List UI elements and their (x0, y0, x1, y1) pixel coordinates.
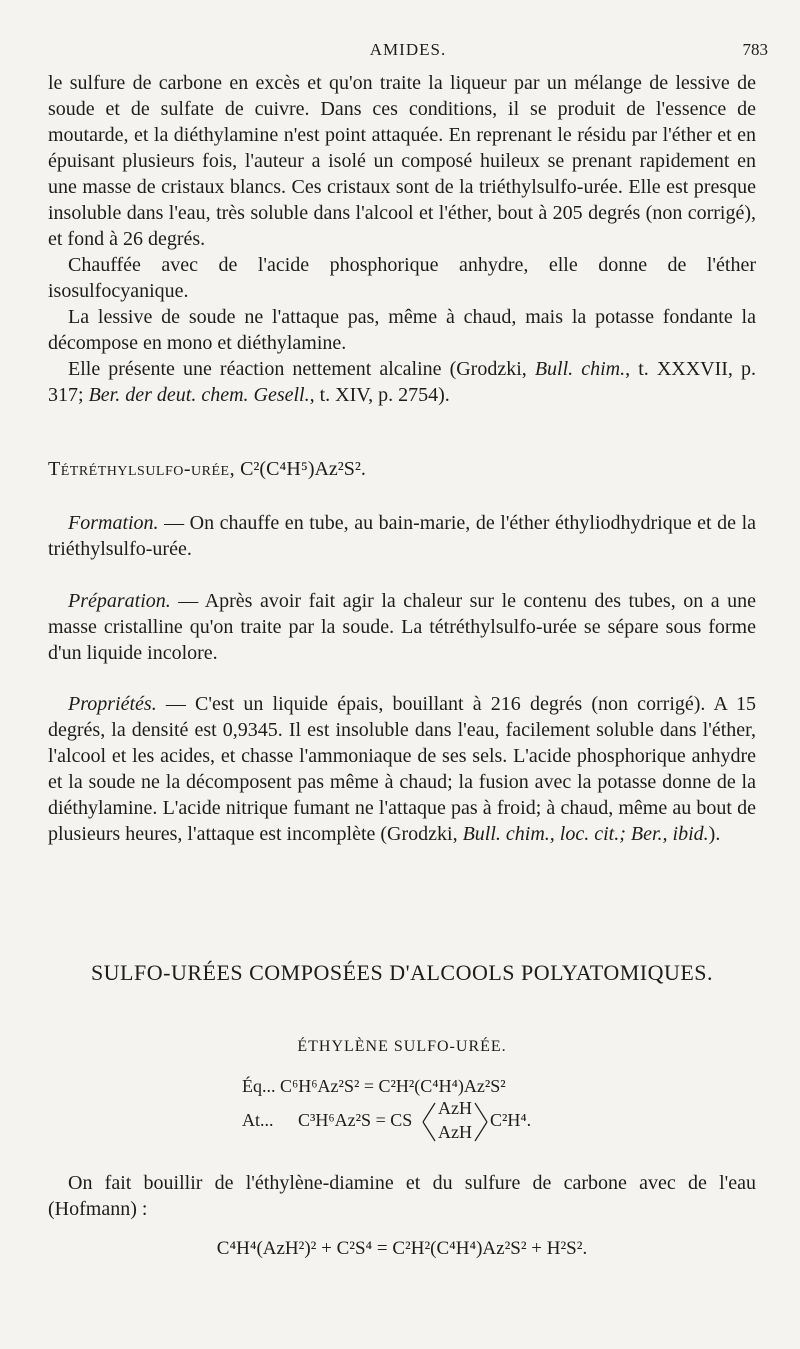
running-head: AMIDES. (369, 40, 447, 59)
intro-paragraph-1: le sulfure de carbone en excès et qu'on traite la liqueur par un mélange de lessive de soude et de sulfate de cuivre. Dans ces conditions, il se produit de l'essence de moutarde, et la diéthylamine n'est point attaquée. En reprenant le résidu par l'éther et en épuisant plusieurs fois, l'auteur a isolé un composé huileux se prenant rapidement en une masse de cristaux blancs. Ces cristaux sont de la triéthylsulfo-urée. Elle est presque insoluble dans l'eau, très soluble dans l'alcool et l'éther, bout à 205 degrés (non corrigé), et fond à 26 degrés. (48, 72, 756, 250)
hofmann-text: On fait bouillir de l'éthylène-diamine et du sulfure de carbone avec de l'eau (Hofmann) : (48, 1172, 756, 1220)
ref-text: Elle présente une réaction nettement alcaline (Grodzki, (68, 358, 535, 380)
ref-text: , t. XIV, p. 2754). (309, 384, 450, 406)
intro-paragraph-4 (48, 356, 756, 408)
left-branch-icon (422, 1100, 436, 1144)
intro-paragraph-2: Chauffée avec de l'acide phosphorique anhydre, elle donne de l'éther isosulfocyanique. (48, 254, 756, 302)
page-header (48, 40, 768, 64)
right-branch-icon (474, 1100, 488, 1144)
proprietes-body: — C'est un liquide épais, bouillant à 216 degrés (non corrigé). A 15 degrés, la densité est 0,9345. Il est insoluble dans l'eau, facilement soluble dans l'éther, l'alcool et les acides, et chasse l'ammoniaque de ses sels. L'acide phosphorique anhydre et la soude ne la décomposent pas même à chaud; la fusion avec la potasse donne de la diéthylamine. L'acide nitrique fumant ne l'attaque pas à froid; à chaud, même au bout de plusieurs heures, l'attaque est incomplète (Grodzki, (48, 693, 756, 845)
proprietes-text (48, 691, 756, 847)
proprietes-end: ). (708, 823, 721, 845)
eq-formula: C⁶H⁶Az²S² = C²H²(C⁴H⁴)Az²S² (280, 1076, 506, 1096)
formation-body: — On chauffe en tube, au bain-marie, de l'éther éthyliodhydrique et de la triéthylsulfo-urée. (48, 512, 756, 560)
tetra-title (48, 456, 756, 482)
preparation-label: Préparation. (68, 590, 171, 612)
formation-text (48, 510, 756, 562)
proprietes-ref: Bull. chim., loc. cit.; Ber., ibid. (462, 823, 709, 845)
tetra-heading (48, 456, 756, 482)
hofmann-equation: C⁴H⁴(AzH²)² + C²S⁴ = C²H²(C⁴H⁴)Az²S² + H²S². (216, 1238, 588, 1259)
ref-ber: Ber. der deut. chem. Gesell. (88, 384, 310, 406)
formation-label: Formation. (68, 512, 159, 534)
ref-bull-chim: Bull. chim. (534, 358, 626, 380)
at-label: At... (242, 1110, 274, 1130)
eq-label: Éq... (242, 1076, 276, 1096)
section-title: SULFO-URÉES COMPOSÉES D'ALCOOLS POLYATOMIQUES. (90, 960, 714, 985)
intro-paragraph-3: La lessive de soude ne l'attaque pas, même à chaud, mais la potasse fondante la décompose en mono et diéthylamine. (48, 306, 756, 354)
subsection-title: ÉTHYLÈNE SULFO-URÉE. (297, 1038, 507, 1055)
preparation-text (48, 588, 756, 666)
at-formula-right: C²H⁴. (490, 1110, 532, 1130)
preparation-body: — Après avoir fait agir la chaleur sur le contenu des tubes, on a une masse cristalline qu'on traite par la soude. La tétréthylsulfo-urée se sépare sous forme d'un liquide incolore. (48, 590, 756, 664)
at-formula-left: C³H⁶Az²S = CS (298, 1110, 413, 1130)
page-number: 783 (742, 40, 768, 59)
tetra-formula: C²(C⁴H⁵)Az²S². (240, 458, 366, 480)
hofmann-paragraph (48, 1170, 756, 1222)
intro-text (48, 70, 756, 408)
ref-text: , t. XXXVII, p. 317; (48, 358, 756, 406)
equivalent-formula (242, 1076, 506, 1097)
proprietes-paragraph (48, 691, 756, 847)
formation-paragraph (48, 510, 756, 562)
at-top-group: AzH (438, 1098, 472, 1118)
proprietes-label: Propriétés. (68, 693, 157, 715)
at-bottom-group: AzH (438, 1122, 472, 1142)
tetra-title-name: Tétréthylsulfo-urée, (48, 458, 236, 480)
preparation-paragraph (48, 588, 756, 666)
